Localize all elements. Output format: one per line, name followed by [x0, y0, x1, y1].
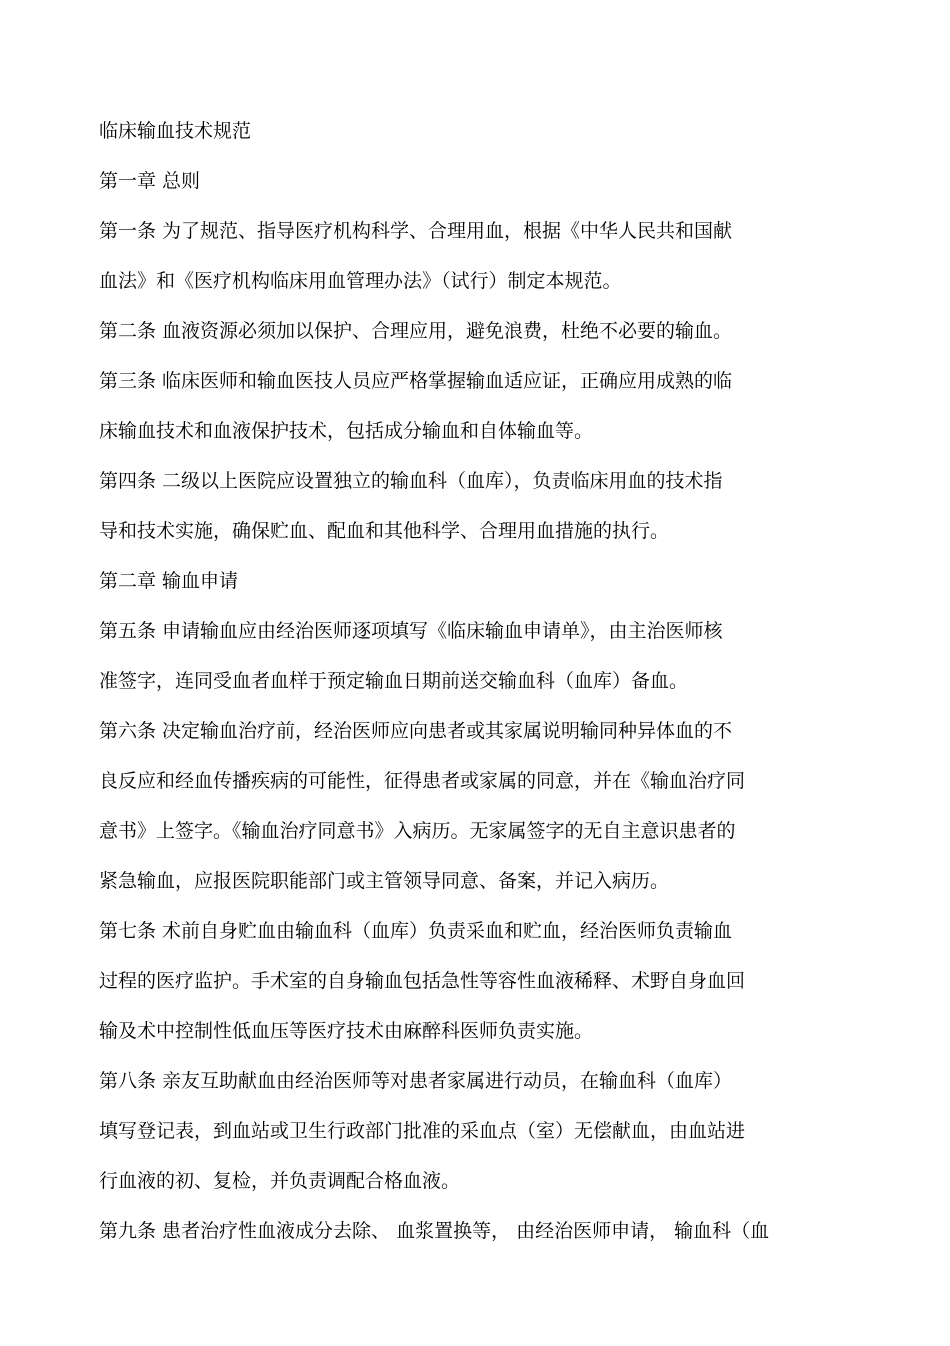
text-line: 床输血技术和血液保护技术，包括成分输血和自体输血等。 [99, 420, 594, 442]
text-line-chapter-2: 第二章 输血申请 [99, 570, 239, 592]
text-line: 第四条 二级以上医院应设置独立的输血科（血库），负责临床用血的技术指 [99, 470, 723, 492]
text-line: 第三条 临床医师和输血医技人员应严格掌握输血适应证，正确应用成熟的临 [99, 370, 733, 392]
text-line: 第一条 为了规范、指导医疗机构科学、合理用血，根据《中华人民共和国献 [99, 220, 733, 242]
text-line: 第九条 患者治疗性血液成分去除、 血浆置换等， 由经治医师申请， 输血科（血 [99, 1220, 770, 1242]
text-line: 紧急输血，应报医院职能部门或主管领导同意、备案，并记入病历。 [99, 870, 670, 892]
text-line-chapter-1: 第一章 总则 [99, 170, 201, 192]
text-line: 第二条 血液资源必须加以保护、合理应用，避免浪费，杜绝不必要的输血。 [99, 320, 733, 342]
text-line: 良反应和经血传播疾病的可能性，征得患者或家属的同意，并在《输血治疗同 [99, 770, 746, 792]
text-line: 过程的医疗监护。手术室的自身输血包括急性等容性血液稀释、术野自身血回 [99, 970, 746, 992]
text-line: 意书》上签字。《输血治疗同意书》入病历。无家属签字的无自主意识患者的 [99, 820, 736, 842]
document-title: 临床输血技术规范 [99, 120, 252, 142]
text-line: 输及术中控制性低血压等医疗技术由麻醉科医师负责实施。 [99, 1020, 594, 1042]
text-line: 第六条 决定输血治疗前，经治医师应向患者或其家属说明输同种异体血的不 [99, 720, 733, 742]
text-line: 填写登记表，到血站或卫生行政部门批准的采血点（室）无偿献血，由血站进 [99, 1120, 746, 1142]
text-line: 第七条 术前自身贮血由输血科（血库）负责采血和贮血，经治医师负责输血 [99, 920, 733, 942]
text-line: 第八条 亲友互助献血由经治医师等对患者家属进行动员，在输血科（血库） [99, 1070, 733, 1092]
text-line: 血法》和《医疗机构临床用血管理办法》（试行）制定本规范。 [99, 270, 622, 292]
text-line: 导和技术实施，确保贮血、配血和其他科学、合理用血措施的执行。 [99, 520, 670, 542]
text-line: 准签字，连同受血者血样于预定输血日期前送交输血科（血库）备血。 [99, 670, 689, 692]
text-line: 第五条 申请输血应由经治医师逐项填写《临床输血申请单》，由主治医师核 [99, 620, 723, 642]
text-line: 行血液的初、复检，并负责调配合格血液。 [99, 1170, 461, 1192]
